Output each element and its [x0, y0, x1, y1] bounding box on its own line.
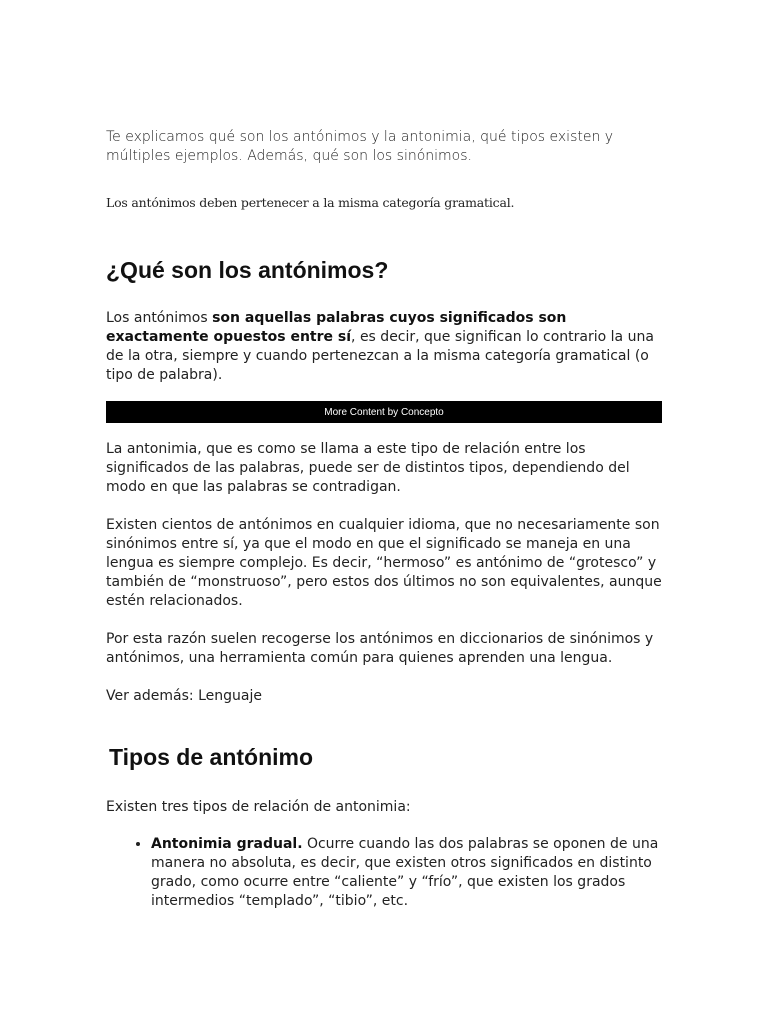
article [106, 128, 666, 911]
tipos-intro: Existen tres tipos de relación de antonimia: [106, 799, 411, 815]
heading-tipos: Tipos de antónimo [109, 744, 314, 770]
more-content-banner[interactable]: More Content by Concepto [106, 401, 662, 423]
heading-que-son: ¿Qué son los antónimos? [106, 257, 389, 283]
definition-paragraph [106, 309, 666, 385]
definition-start: Los antónimos [106, 310, 213, 326]
definition-bold: son aquellas palabras cuyos significados son exactamente opuestos entre sí [106, 310, 567, 345]
see-also [106, 687, 666, 706]
intro-paragraph: Te explicamos qué son los antónimos y la antonimia, qué tipos existen y múltiples ejemplos. Además, qué son los sinónimos. [106, 129, 614, 164]
list-item [151, 835, 666, 911]
tipos-list [106, 835, 666, 911]
examples-paragraph: Existen cientos de antónimos en cualquier idioma, que no necesariamente son sinónimos entre sí, ya que el modo en que el significado se maneja en una lengua es siempre complejo. Es decir, “hermoso” es antónimo de “grotesco” y también de “monstruoso”, pero estos dos últimos no son equivalentes, aunque estén relacionados. [106, 517, 662, 609]
see-also-label: Ver además: [106, 688, 199, 704]
list-item-term: Antonimia gradual. [151, 836, 303, 852]
list-item-text: Ocurre cuando las dos palabras se oponen de una manera no absoluta, es decir, que existen otros significados en distinto grado, como ocurre entre “caliente” y “frío”, que existen los grados intermedios “templado”, “tibio”, etc. [151, 836, 659, 909]
dictionary-paragraph: Por esta razón suelen recogerse los antónimos en diccionarios de sinónimos y antónimos, una herramienta común para quienes aprenden una lengua. [106, 631, 654, 666]
antonimia-paragraph: La antonimia, que es como se llama a este tipo de relación entre los significados de las palabras, puede ser de distintos tipos, dependiendo del modo en que las palabras se contradigan. [106, 441, 630, 495]
image-caption: Los antónimos deben pertenecer a la misma categoría gramatical. [106, 195, 515, 210]
see-also-link[interactable]: Lenguaje [198, 688, 262, 704]
definition-end: , es decir, que significan lo contrario la una de la otra, siempre y cuando pertenezcan a la misma categoría gramatical (o tipo de palabra). [106, 329, 654, 383]
